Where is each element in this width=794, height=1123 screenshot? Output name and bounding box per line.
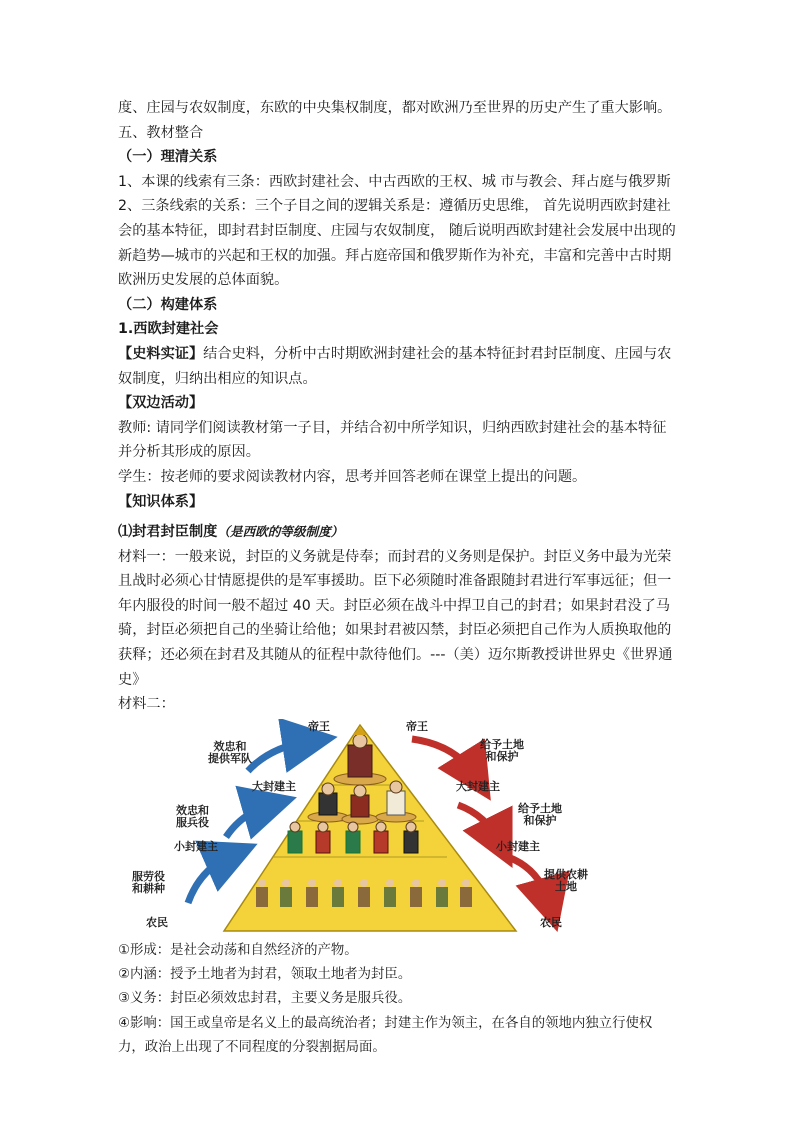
section-five-title: 五、教材整合 bbox=[118, 124, 204, 141]
item-connotation: ②内涵：授予土地者为封君，领取土地者为封臣。 bbox=[118, 967, 412, 983]
item-formation: ①形成：是社会动荡和自然经济的产物。 bbox=[118, 942, 358, 958]
label-right-peasant: 农民 bbox=[540, 915, 562, 929]
label-right-small-lord: 小封建主 bbox=[496, 839, 540, 853]
text-historical-evidence: 结合史料，分析中古时期欧洲封建社会的基本特征封君封臣制度、庄园与农奴制度，归纳出相应的知识点。 bbox=[118, 345, 672, 387]
heading-build-system: （二）构建体系 bbox=[118, 296, 218, 313]
label-give-land-2: 给予土地 和保护 bbox=[518, 801, 562, 827]
tag-bilateral-activity: 【双边活动】 bbox=[118, 395, 204, 412]
paragraph-student: 学生：按老师的要求阅读教材内容，思考并回答老师在课堂上提出的问题。 bbox=[118, 468, 587, 485]
heading-west-europe-feudal: 1.西欧封建社会 bbox=[118, 321, 219, 338]
label-give-land: 给予土地 和保护 bbox=[480, 737, 524, 763]
paragraph-teacher: 教师: 请同学们阅读教材第一子目，并结合初中所学知识，归纳西欧封建社会的基本特征并分析其形成的原因。 bbox=[118, 419, 667, 461]
label-left-big-lord: 大封建主 bbox=[252, 779, 296, 793]
label-right-big-lord: 大封建主 bbox=[456, 779, 500, 793]
label-left-emperor: 帝王 bbox=[308, 719, 330, 733]
material-two-label: 材料二： bbox=[118, 696, 175, 713]
arrow-left-2 bbox=[226, 805, 270, 837]
big-lord-figures bbox=[308, 781, 416, 824]
paragraph-intro: 度、庄园与农奴制度，东欧的中央集权制度，都对欧洲乃至世界的历史产生了重大影响。 bbox=[118, 100, 672, 116]
arrow-left-3 bbox=[188, 855, 232, 903]
item-obligation: ③义务：封臣必须效忠封君，主要义务是服兵役。 bbox=[118, 991, 412, 1007]
paragraph-historical-evidence bbox=[118, 342, 678, 391]
section-vassal-system bbox=[118, 520, 678, 545]
tag-historical-evidence: 【史料实证】 bbox=[118, 345, 204, 362]
label-labor: 服劳役 和耕种 bbox=[132, 869, 165, 895]
section-vassal-title: ⑴封君封臣制度 bbox=[118, 524, 218, 541]
item-influence: ④影响：国王或皇帝是名义上的最高统治者；封建主作为领主，在各自的领地内独立行使权力，政治上出现了不同程度的分裂割据局面。 bbox=[118, 1015, 653, 1056]
heading-clarify-relations: （一）理清关系 bbox=[118, 149, 218, 166]
arrow-left-1 bbox=[248, 741, 310, 771]
label-loyal-service: 效忠和 服兵役 bbox=[176, 803, 209, 829]
peasant-figures bbox=[256, 879, 472, 907]
tag-knowledge-system: 【知识体系】 bbox=[118, 493, 204, 510]
label-right-emperor: 帝王 bbox=[406, 719, 428, 733]
label-provide-land: 提供农耕 土地 bbox=[544, 867, 588, 893]
clue-list-2: 2、三条线索的关系：三个子目之间的逻辑关系是：遵循历史思维， 首先说明西欧封建社会的基本特征，即封君封臣制度、庄园与农奴制度， 随后说明西欧封建社会发展中出现的新趋势—城市的兴起和王权的加强。拜占庭帝国和俄罗斯作为补充，丰富和完善中古时期欧洲历史发展的总体面貌。 bbox=[118, 198, 676, 289]
label-loyal-army: 效忠和 提供军队 bbox=[208, 739, 252, 765]
feudal-pyramid-figure bbox=[132, 719, 600, 937]
arrow-right-1 bbox=[412, 739, 476, 777]
section-vassal-subtitle: （是西欧的等级制度） bbox=[217, 524, 344, 540]
clue-list-1: 1、本课的线索有三条：西欧封建社会、中古西欧的王权、城 市与教会、拜占庭与俄罗斯 bbox=[118, 173, 671, 190]
material-one: 材料一：一般来说，封臣的义务就是侍奉；而封君的义务则是保护。封臣义务中最为光荣且战时必须心甘情愿提供的是军事援助。臣下必须随时准备跟随封君进行军事远征；但一年内服役的时间一般不超过 40 天。封臣必须在战斗中捍卫自己的封君；如果封君没了马骑，封臣必须把自己的坐骑让给他；如果封君被囚禁，封臣必须把自己作为人质换取他的获释；还必须在封君及其随从的征程中款待他们。---（美）迈尔斯教授讲世界史《世界通史》 bbox=[118, 548, 673, 688]
label-left-small-lord: 小封建主 bbox=[174, 839, 218, 853]
label-left-peasant: 农民 bbox=[146, 915, 168, 929]
arrow-right-2 bbox=[458, 805, 500, 843]
document-page bbox=[118, 96, 678, 1060]
